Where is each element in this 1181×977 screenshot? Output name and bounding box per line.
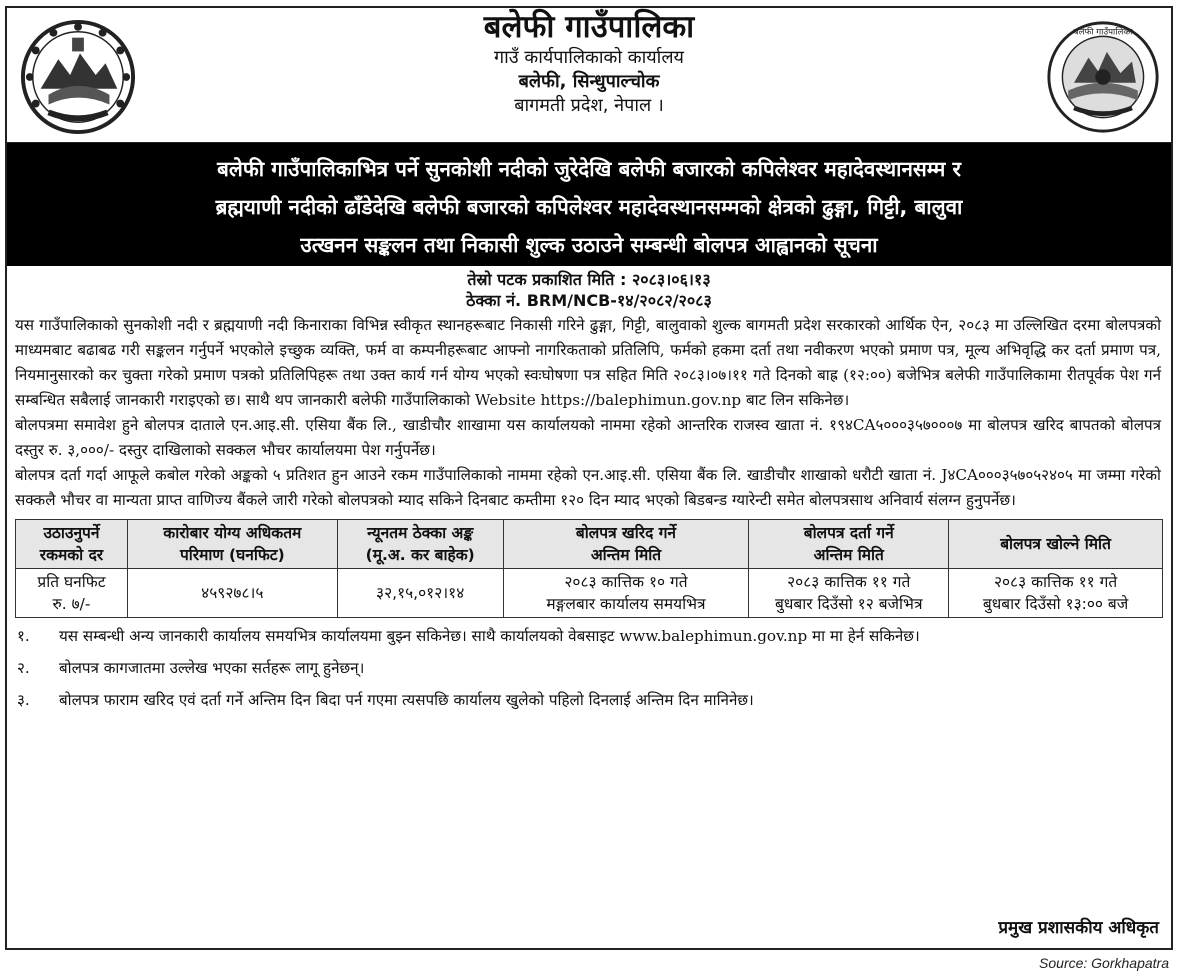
table-cell: २०८३ कात्तिक ११ गते बुधबार दिउँसो १२ बजेभित्र [749,569,949,618]
note-number: २. [17,659,30,677]
signatory-title: प्रमुख प्रशासकीय अधिकृत [998,918,1159,938]
notice-meta [7,269,1171,311]
column-header: बोलपत्र दर्ता गर्ने अन्तिम मिति [749,520,949,569]
banner-line-3: उत्खनन सङ्कलन तथा निकासी शुल्क उठाउने सम्बन्धी बोलपत्र आह्वानको सूचना [300,233,878,257]
tender-schedule-table [15,519,1163,618]
office-location: बलेफी, सिन्धुपाल्चोक [518,71,660,92]
contract-number: ठेक्का नं. BRM/NCB-१४/२०८२/२०८३ [466,291,712,310]
table-cell: प्रति घनफिट रु. ७/- [16,569,128,618]
tender-notice [5,6,1173,950]
table-cell: २०८३ कात्तिक ११ गते बुधबार दिउँसो १३:०० बजे [949,569,1163,618]
column-header: बोलपत्र खोल्ने मिति [949,520,1163,569]
note-number: ३. [17,691,30,709]
province-country: बागमती प्रदेश, नेपाल । [514,95,664,116]
notice-title-banner [7,143,1171,266]
note-number: १. [17,627,30,645]
list-item [17,656,1161,680]
note-text: बोलपत्र कागजातमा उल्लेख भएका सर्तहरू लागू हुनेछन्। [59,659,365,677]
table-cell: ४५९२७८।५ [127,569,337,618]
table-cell: ३२,१५,०१२।१४ [337,569,503,618]
note-text: बोलपत्र फाराम खरिद एवं दर्ता गर्ने अन्तिम दिन बिदा पर्न गएमा त्यसपछि कार्यालय खुलेको पहिलो दिनलाई अन्तिम दिन मानिनेछ। [59,691,754,709]
column-header: न्यूनतम ठेक्का अङ्क (मू.अ. कर बाहेक) [337,520,503,569]
column-header: उठाउनुपर्ने रकमको दर [16,520,128,569]
column-header: बोलपत्र खरिद गर्ने अन्तिम मिति [503,520,749,569]
municipality-seal-icon [1045,18,1161,136]
paragraph-2: बोलपत्रमा समावेश हुने बोलपत्र दाताले एन.आइ.सी. एसिया बैंक लि., खाडीचौर शाखामा यस कार्यालयको नाममा रहेको आन्तरिक राजस्व खाता नं. १९४CA५०००३५७०००७ मा बोलपत्र खरिद बापतको बोलपत्र दस्तुर रु. ३,०००/- दस्तुर दाखिलाको सक्कल भौचर कार्यालयमा पेश गर्नुपर्नेछ। [15,416,1161,459]
municipality-name: बलेफी गाउँपालिका [483,9,695,45]
note-text: यस सम्बन्धी अन्य जानकारी कार्यालय समयभित्र कार्यालयमा बुझ्न सकिनेछ। साथै कार्यालयको वेबसाइट www.balephimun.gov.np मा मा हेर्न सकिनेछ। [59,627,920,645]
notice-body [7,313,1171,513]
paragraph-3: बोलपत्र दर्ता गर्दा आफूले कबोल गरेको अङ्कको ५ प्रतिशत हुन आउने रकम गाउँपालिकाको नाममा रहेको एन.आइ.सी. एसिया बैंक लि. खाडीचौर शाखाको धरौटी खाता नं. J४CA०००३५७०५२४०५ मा जम्मा गरेको सक्कलै भौचर वा मान्यता प्राप्त वाणिज्य बैंकले जारी गरेको बोलपत्रको म्याद सकिने दिनबाट कम्तीमा १२० दिन म्याद भएको बिडबन्ड ग्यारेन्टी समेत बोलपत्रसाथ अनिवार्य संलग्न हुनुपर्नेछ। [15,466,1161,509]
notes-list [7,618,1171,712]
table-header-row [16,520,1163,569]
table-cell: २०८३ कात्तिक १० गते मङ्गलबार कार्यालय समयभित्र [503,569,749,618]
notice-header [7,8,1171,143]
column-header: कारोबार योग्य अधिकतम परिमाण (घनफिट) [127,520,337,569]
source-credit: Source: Gorkhapatra [1039,955,1169,971]
table-row [16,569,1163,618]
list-item [17,688,1161,712]
banner-line-2: ब्रह्मयाणी नदीको ढाँडेदेखि बलेफी बजारको कपिलेश्वर महादेवस्थानसम्मको क्षेत्रको ढुङ्गा, गिट्टी, बालुवा [215,195,963,219]
paragraph-1: यस गाउँपालिकाको सुनकोशी नदी र ब्रह्मयाणी नदी किनाराका विभिन्न स्वीकृत स्थानहरूबाट निकासी गरिने ढुङ्गा, गिट्टी, बालुवाको शुल्क बागमती प्रदेश सरकारको आर्थिक ऐन, २०८३ मा उल्लिखित दरमा बोलपत्रको माध्यमबाट बढाबढ गरी सङ्कलन गर्नुपर्ने भएकोले इच्छुक व्यक्ति, फर्म वा कम्पनीहरूबाट आफ्नो नागरिकताको प्रतिलिपि, फर्मको हकमा दर्ता तथा नवीकरण भएको प्रमाण पत्र, मूल्य अभिवृद्धि कर दर्ता प्रमाण पत्र, नियमानुसारको कर चुक्ता गरेको प्रमाण पत्रको प्रतिलिपिहरू तथा उक्त कार्य गर्न योग्य भएको स्वःघोषणा पत्र सहित मिति २०८३।०७।११ गते दिनको बाह्र (१२:००) बजेभित्र बलेफी गाउँपालिकामा रीतपूर्वक पेश गर्न सम्बन्धित सबैलाई जानकारी गराइएको छ। साथै थप जानकारी बलेफी गाउँपालिकाको Website https://balephimun.gov.np बाट लिन सकिनेछ। [15,316,1161,409]
publication-date: तेस्रो पटक प्रकाशित मिति : २०८३।०६।१३ [467,270,711,289]
seal-text: बलेफी गाउँपालिका [1073,27,1133,38]
list-item [17,624,1161,648]
banner-line-1: बलेफी गाउँपालिकाभित्र पर्ने सुनकोशी नदीको जुरेदेखि बलेफी बजारको कपिलेश्वर महादेवस्थानसम्म र [217,157,961,181]
office-name: गाउँ कार्यपालिकाको कार्यालय [494,47,684,68]
